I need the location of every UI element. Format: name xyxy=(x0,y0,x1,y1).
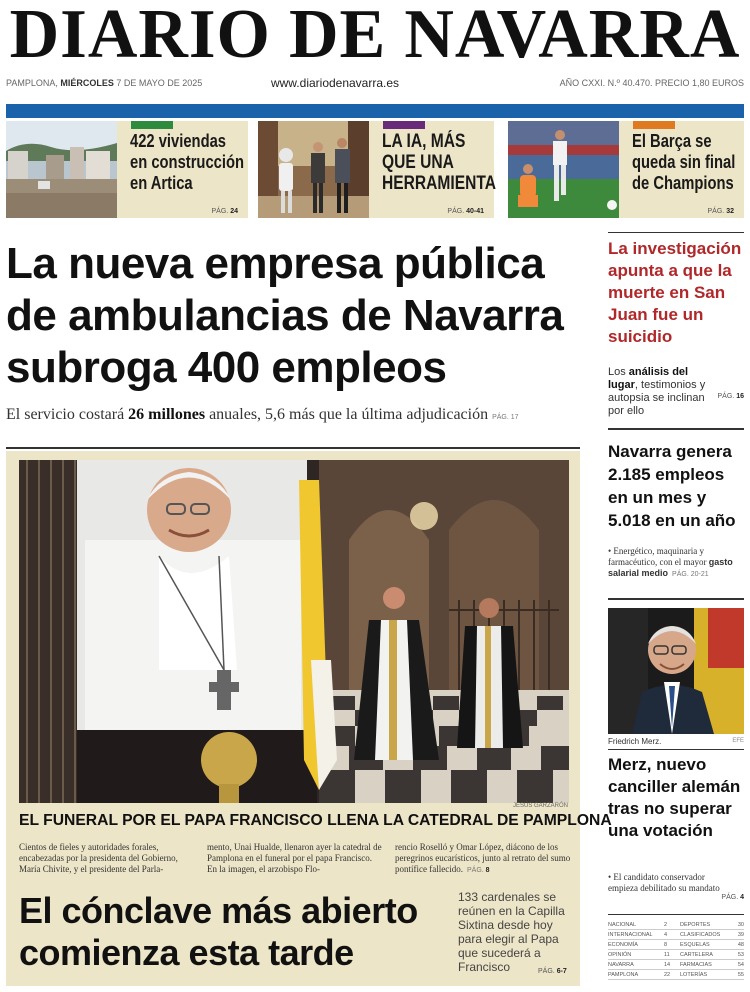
index-row: OPINIÓN 11 CARTELERA 53 xyxy=(608,952,744,958)
teaser-barca[interactable] xyxy=(508,121,744,218)
index-row: ECONOMÍA 8 ESQUELAS 48 xyxy=(608,942,744,948)
teaser-photo-football xyxy=(508,121,619,218)
merz-photo[interactable] xyxy=(608,608,744,734)
newspaper-title: DIARIO DE NAVARRA xyxy=(9,0,741,73)
teaser-tag xyxy=(633,121,675,129)
conclave-page: PÁG. 6-7 xyxy=(538,968,567,975)
employment-subheadline: • Energético, maquinaria y farmacéutico, con el mayor gasto salarial medio PÁG. 20-21 xyxy=(608,546,733,578)
main-headline[interactable]: La nueva empresa pública de ambulancias de Navarra subroga 400 empleos xyxy=(6,239,564,392)
investigation-page: PÁG. 16 xyxy=(717,393,744,400)
index-row: PAMPLONA 22 LOTERÍAS 55 xyxy=(608,972,744,978)
issue-info: AÑO CXXI. N.º 40.470. PRECIO 1,80 EUROS xyxy=(559,78,744,88)
conclave-headline[interactable]: El cónclave más abierto comienza esta tarde xyxy=(19,890,418,973)
teaser-page: PÁG. 32 xyxy=(707,208,734,215)
right-column-divider xyxy=(608,749,744,750)
teaser-page: PÁG. 24 xyxy=(211,208,238,215)
website-link[interactable]: www.diariodenavarra.es xyxy=(270,76,400,90)
merz-headline[interactable]: Merz, nuevo canciller alemán tras no superar una votación xyxy=(608,755,741,840)
index-row: INTERNACIONAL 4 CLASIFICADOS 39 xyxy=(608,932,744,938)
masthead xyxy=(0,0,750,76)
index-row: NAVARRA 14 FARMACIAS 54 xyxy=(608,962,744,968)
teaser-page: PÁG. 40-41 xyxy=(447,208,484,215)
teaser-photo-robot xyxy=(258,121,369,218)
funeral-headline[interactable]: EL FUNERAL POR EL PAPA FRANCISCO LLENA LA CATEDRAL DE PAMPLONA xyxy=(19,812,612,829)
teaser-title: LA IA, MÁS QUE UNA HERRAMIENTA xyxy=(382,131,496,194)
teaser-artica[interactable] xyxy=(6,121,248,218)
merz-photo-agency: EFE xyxy=(732,738,744,744)
teaser-strip xyxy=(6,121,744,218)
section-index xyxy=(608,920,744,980)
teaser-photo-construction xyxy=(6,121,117,218)
teaser-tag xyxy=(383,121,425,129)
right-column-divider xyxy=(608,914,744,915)
investigation-headline[interactable]: La investigación apunta a que la muerte en San Juan fue un suicidio xyxy=(608,239,742,346)
caption-column-2: mento, Unai Hualde, llenaron ayer la catedral de Pamplona en el funeral por el papa Francisco. En la imagen, el arzobispo Flo- xyxy=(207,842,382,874)
photo-credit: JESÚS GARZARÓN xyxy=(512,803,568,809)
main-subheadline: El servicio costará 26 millones anuales, 5,6 más que la última adjudicación PÁG. 17 xyxy=(6,406,519,423)
caption-column-3: rencio Roselló y Omar López, diácono de los peregrinos eucarísticos, junto al retrato del sumo pontífice fallecido. PÁG. 8 xyxy=(395,842,571,874)
section-divider xyxy=(6,447,580,449)
teaser-title: 422 viviendas en construcción en Artica xyxy=(130,131,245,193)
right-column-divider xyxy=(608,232,744,233)
employment-headline[interactable]: Navarra genera 2.185 empleos en un mes y 5.018 en un año xyxy=(608,442,736,530)
teaser-ia[interactable] xyxy=(258,121,494,218)
merz-subheadline: • El candidato conservador empieza debilitado su mandato xyxy=(608,872,720,893)
merz-photo-caption: Friedrich Merz. xyxy=(608,737,662,746)
conclave-subheadline: 133 cardenales se reúnen en la Capilla Sixtina desde hoy para elegir al Papa que sucederá a Francisco xyxy=(458,890,565,974)
investigation-subheadline: Los análisis del lugar, testimonios y autopsia se inclinan por ello xyxy=(608,366,706,417)
funeral-caption xyxy=(19,842,571,878)
merz-page: PÁG. 4 xyxy=(721,894,744,901)
dateline-weekday: MIÉRCOLES xyxy=(60,78,114,88)
dateline-date: 7 DE MAYO DE 2025 xyxy=(116,78,203,88)
funeral-photo[interactable] xyxy=(19,460,569,803)
index-row: NACIONAL 2 DEPORTES 30 xyxy=(608,922,744,928)
caption-column-1: Cientos de fieles y autoridades forales, encabezadas por la presidenta del Gobierno, María Chivite, y el presidente del Parla- xyxy=(19,842,178,874)
right-column-divider xyxy=(608,428,744,430)
masthead-divider-bar xyxy=(6,104,744,118)
dateline-city: PAMPLONA, xyxy=(6,78,58,88)
right-column-divider xyxy=(608,598,744,600)
teaser-tag xyxy=(131,121,173,129)
teaser-title: El Barça se queda sin final de Champions xyxy=(632,131,736,193)
